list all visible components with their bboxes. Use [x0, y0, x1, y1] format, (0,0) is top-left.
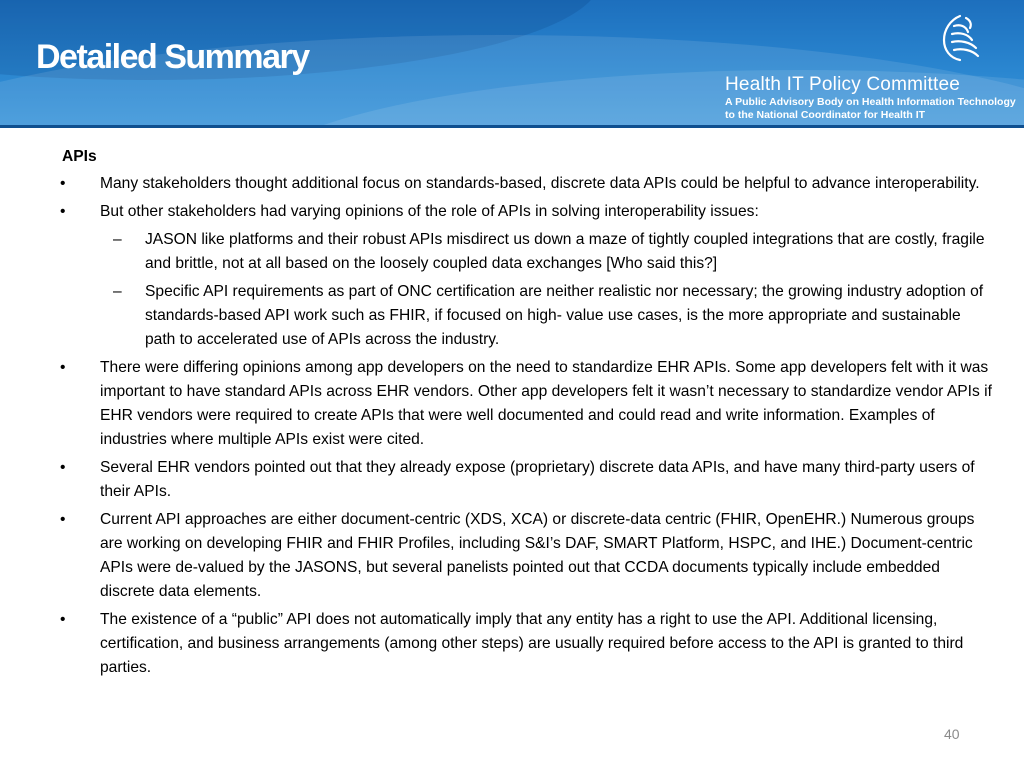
header-divider [0, 125, 1024, 128]
bullet-item [0, 508, 1024, 604]
bullet-item [0, 200, 1024, 352]
sub-bullet-text: JASON like platforms and their robust APIs misdirect us down a maze of tightly coupled integrations that are costly, fragile and brittle, not at all based on the loosely coupled data exchanges [Who said this?] [145, 231, 985, 272]
bullet-list [0, 172, 1024, 684]
slide-title: Detailed Summary [36, 38, 309, 76]
sub-bullet-item [99, 228, 994, 276]
sub-bullet-marker: – [113, 231, 122, 248]
bullet-item [0, 172, 1024, 196]
bullet-text: There were differing opinions among app developers on the need to standardize EHR APIs. Some app developers felt with it was important to have standard APIs across EHR vendors. Other app developers felt it wasn’t necessary to standardize vendor APIs if EHR vendors were required to create APIs that were well documented and could read and write information. Examples of industries where multiple APIs exist were cited. [100, 359, 992, 448]
sub-bullet-marker: – [113, 283, 122, 300]
bullet-marker: • [60, 611, 66, 628]
hhs-eagle-icon [930, 12, 990, 64]
bullet-marker: • [60, 511, 66, 528]
sub-bullet-item [99, 280, 994, 352]
bullet-item [0, 356, 1024, 452]
slide-header [0, 0, 1024, 127]
bullet-item [0, 608, 1024, 680]
bullet-text: Several EHR vendors pointed out that they already expose (proprietary) discrete data APIs, and have many third-party users of their APIs. [100, 459, 975, 500]
org-subtitle: A Public Advisory Body on Health Information Technology [725, 96, 1016, 108]
org-branding [725, 74, 1016, 122]
sub-bullet-list [100, 228, 994, 352]
bullet-text: Many stakeholders thought additional focus on standards-based, discrete data APIs could be helpful to advance interoperability. [100, 175, 980, 192]
org-name: Health IT Policy Committee [725, 74, 961, 95]
sub-bullet-text: Specific API requirements as part of ONC certification are neither realistic nor necessary; the growing industry adoption of standards-based API work such as FHIR, if focused on high- value use cases, is the more appropriate and sustainable path to accelerated use of APIs across the industry. [145, 283, 984, 348]
page-number: 40 [944, 726, 960, 742]
bullet-marker: • [60, 175, 66, 192]
bullet-item [0, 456, 1024, 504]
bullet-marker: • [60, 459, 66, 476]
bullet-text: But other stakeholders had varying opinions of the role of APIs in solving interoperability issues: [100, 203, 759, 220]
section-heading: APIs [62, 148, 97, 165]
bullet-marker: • [60, 203, 66, 220]
bullet-marker: • [60, 359, 66, 376]
org-subtitle: to the National Coordinator for Health IT [725, 109, 926, 121]
bullet-text: Current API approaches are either document-centric (XDS, XCA) or discrete-data centric (FHIR, OpenEHR.) Numerous groups are working on developing FHIR and FHIR Profiles, including S&I’s DAF, SMART Platform, HSPC, and IHE.) Document-centric APIs were de-valued by the JASONS, but several panelists pointed out that CCDA documents typically include embedded discrete data elements. [100, 511, 975, 600]
bullet-text: The existence of a “public” API does not automatically imply that any entity has a right to use the API. Additional licensing, certification, and business arrangements (among other steps) are usually required before access to the API is granted to third parties. [100, 611, 964, 676]
